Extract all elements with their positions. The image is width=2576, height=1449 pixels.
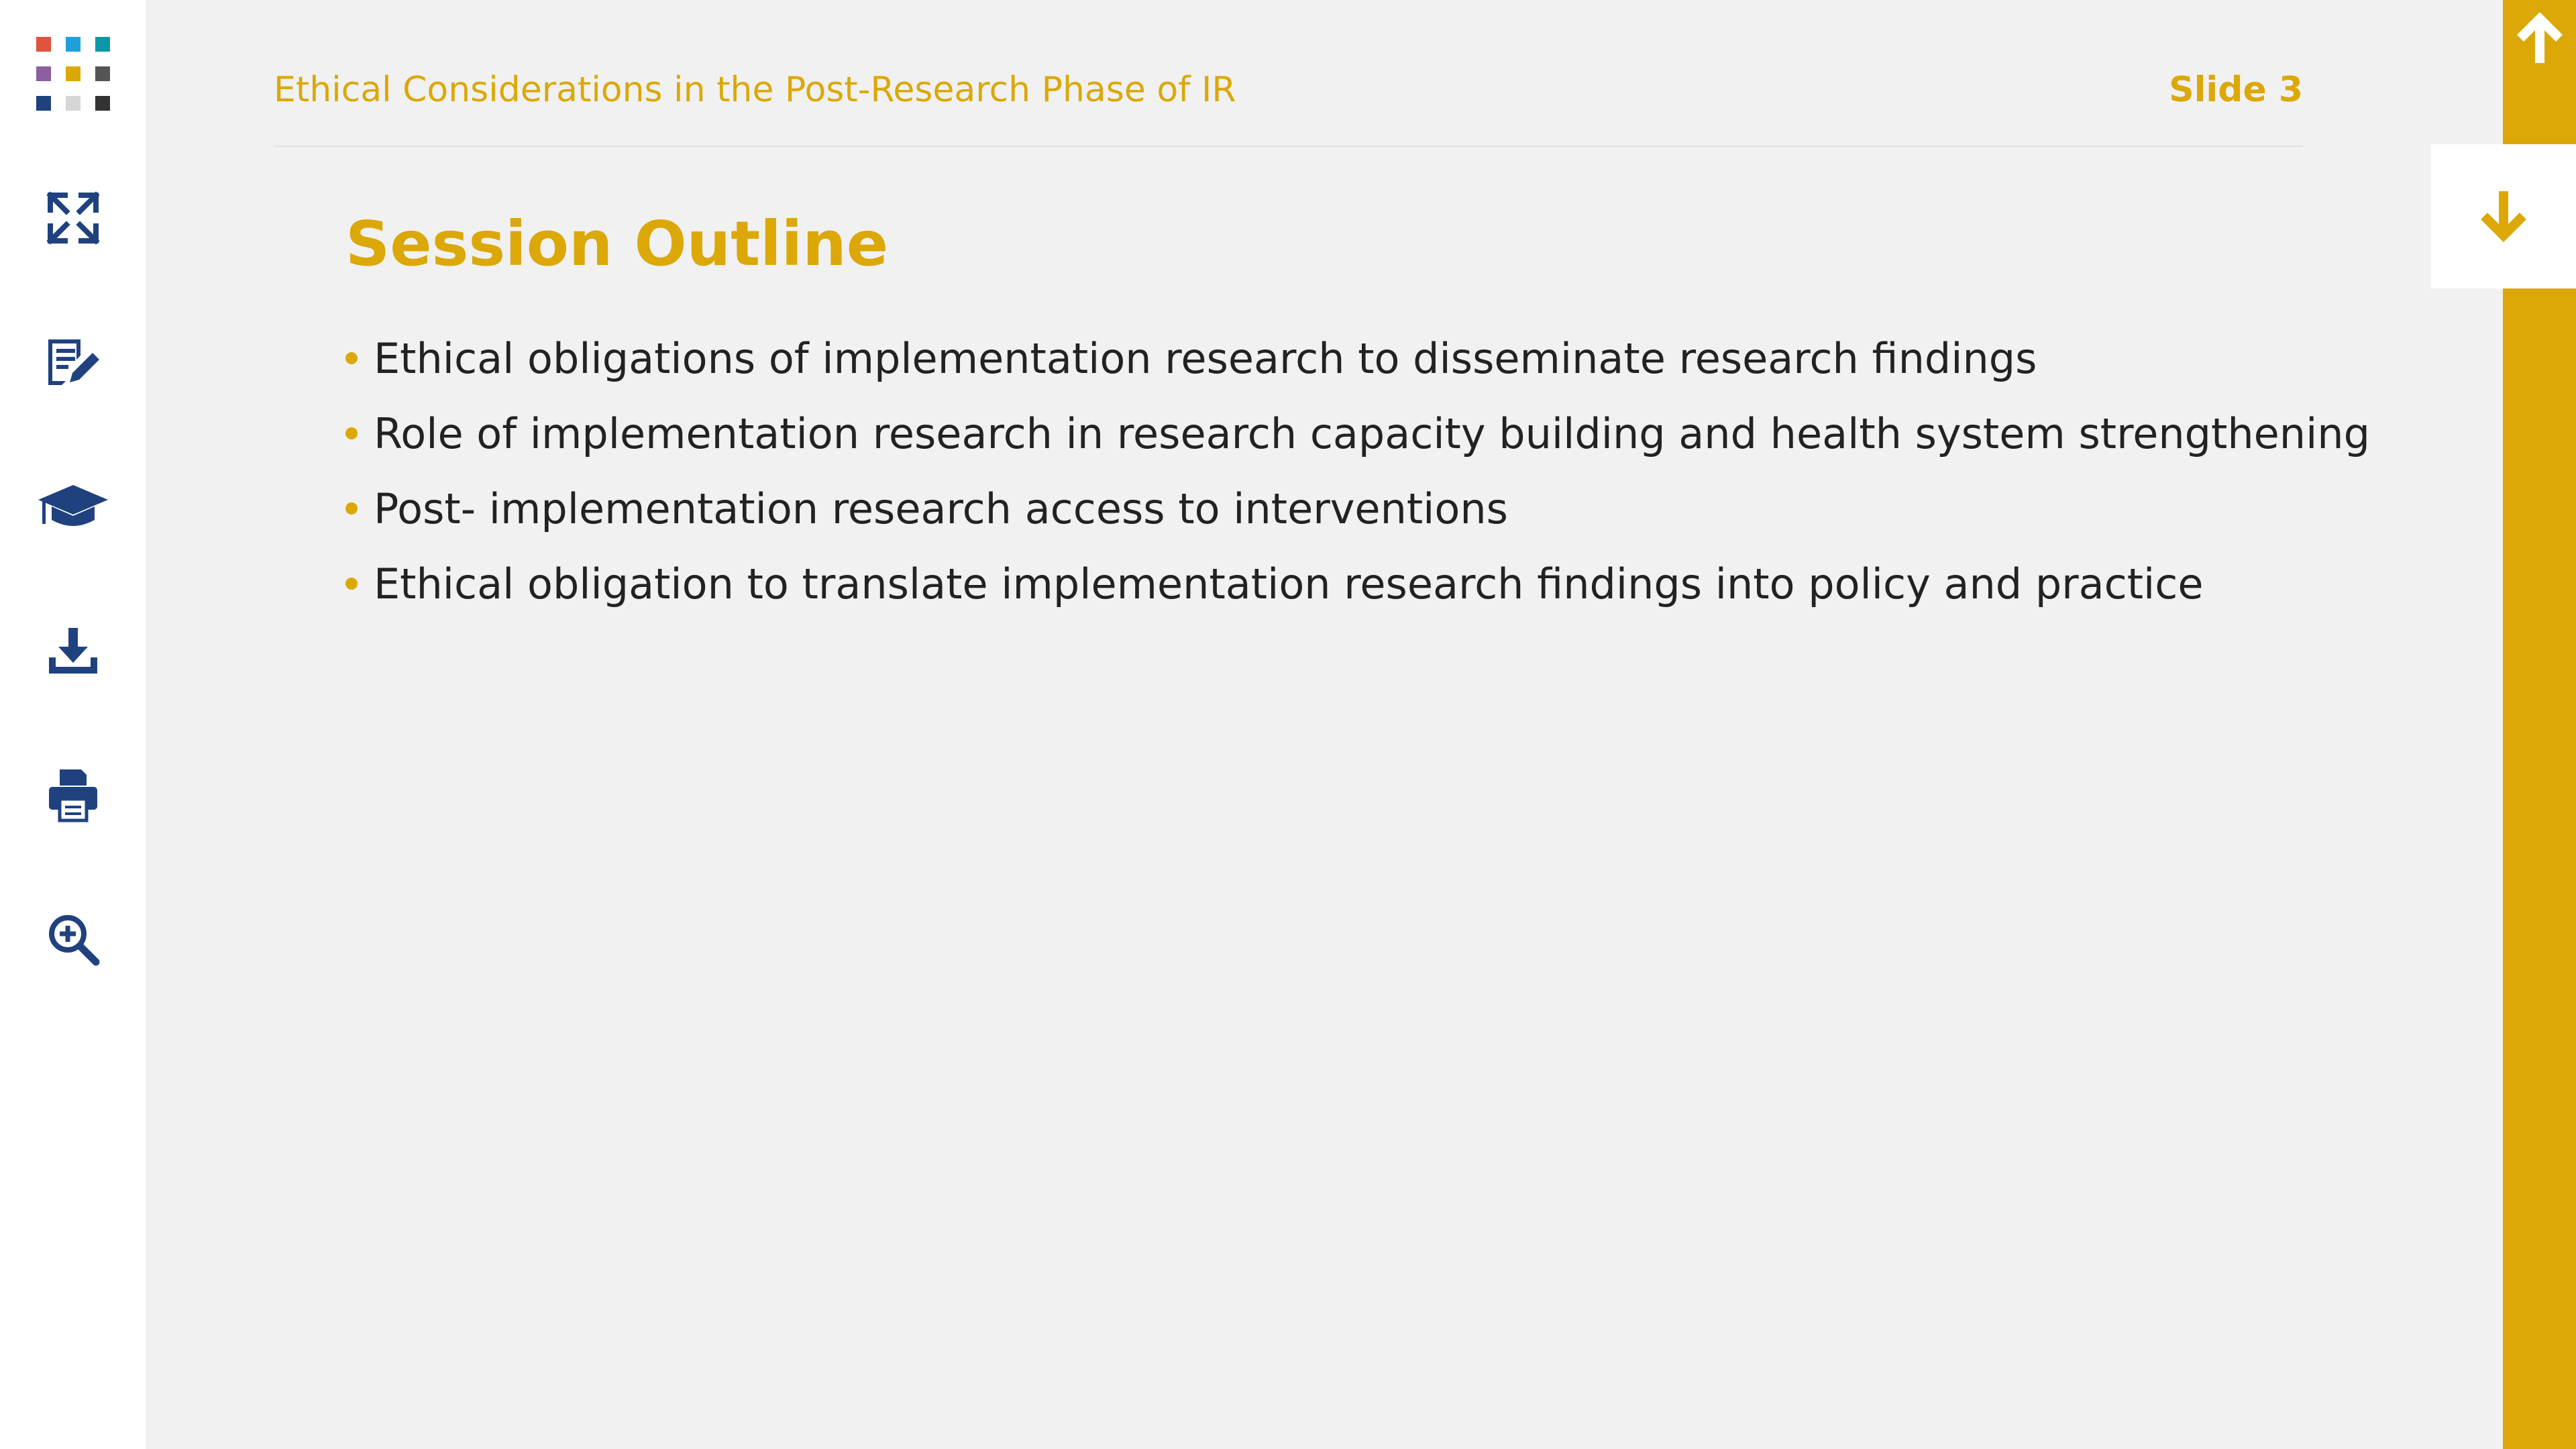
- list-item: [345, 396, 2370, 471]
- graduation-cap-icon: [36, 480, 111, 533]
- download-icon: [46, 624, 100, 678]
- notes-button[interactable]: [0, 302, 146, 423]
- bullet-icon: [345, 578, 358, 590]
- fullscreen-icon: [46, 191, 100, 245]
- bullet-icon: [345, 502, 358, 515]
- bullet-icon: [345, 352, 358, 364]
- slide-number: Slide 3: [2169, 70, 2303, 110]
- notes-edit-icon: [43, 335, 103, 389]
- zoom-button[interactable]: [0, 879, 146, 1000]
- list-item-text: Ethical obligations of implementation research to disseminate research findings: [374, 333, 2037, 383]
- header-divider: [274, 146, 2303, 147]
- outline-list: [345, 321, 2370, 621]
- previous-slide-button[interactable]: [2503, 0, 2576, 144]
- apps-menu-button[interactable]: [0, 13, 146, 134]
- sidebar: [0, 0, 146, 1449]
- list-item: [345, 546, 2370, 621]
- course-title: Ethical Considerations in the Post-Research Phase of IR: [274, 70, 1236, 110]
- arrow-up-icon: [2514, 9, 2565, 66]
- page-title: Session Outline: [345, 208, 889, 280]
- list-item: [345, 321, 2370, 396]
- print-icon: [46, 767, 100, 823]
- list-item-text: Role of implementation research in research capacity building and health system strengthening: [374, 409, 2370, 458]
- fullscreen-button[interactable]: [0, 158, 146, 278]
- apps-grid-icon: [36, 37, 110, 111]
- arrow-down-icon: [2478, 189, 2529, 245]
- print-button[interactable]: [0, 735, 146, 855]
- list-item-text: Ethical obligation to translate implementation research findings into policy and practice: [374, 559, 2204, 608]
- list-item-text: Post- implementation research access to interventions: [374, 484, 1508, 533]
- learning-button[interactable]: [0, 446, 146, 567]
- list-item: [345, 471, 2370, 546]
- next-slide-button[interactable]: [2431, 144, 2576, 288]
- bullet-icon: [345, 427, 358, 439]
- download-button[interactable]: [0, 590, 146, 711]
- zoom-in-icon: [46, 912, 100, 966]
